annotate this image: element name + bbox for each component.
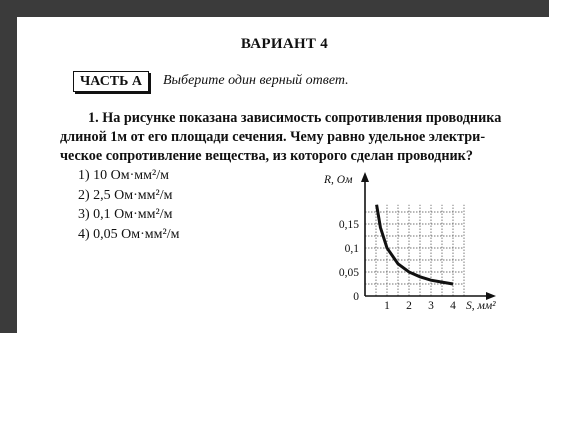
part-label: ЧАСТЬ А [73,71,149,92]
question-line-1: На рисунке показана зависимость сопротивления проводника [102,110,502,126]
y-axis-label: R, Ом [324,174,353,186]
x-axis-arrow [486,292,496,300]
x-axis-label: S, мм² [466,300,496,312]
window-frame-top [0,0,549,17]
resistance-curve [377,205,453,284]
part-instruction: Выберите один верный ответ. [163,73,349,88]
resistance-chart [320,168,510,318]
y-tick-label: 0,1 [344,243,359,255]
question-line-2: длиной 1м от его площади сечения. Чему равно удельное электри- [60,129,486,145]
y-axis-arrow [361,172,369,182]
y-tick-label: 0,05 [338,267,359,279]
window-frame-gap [549,0,569,17]
answer-options [78,166,179,244]
variant-title: ВАРИАНТ 4 [240,36,329,52]
x-tick-label: 1 [384,300,390,312]
question-number: 1. [88,110,99,126]
x-tick-label: 4 [450,300,456,312]
x-tick-label: 2 [406,300,412,312]
x-tick-label: 3 [428,300,434,312]
question-line-3: ческое сопротивление вещества, из которого сделан проводник? [60,148,473,164]
question-text [60,109,516,166]
y-tick-label: 0 [353,291,359,303]
chart-tick-labels [339,219,456,312]
answer-option-1[interactable]: 1) 10 Ом·мм²/м [78,168,169,183]
answer-option-4[interactable]: 4) 0,05 Ом·мм²/м [78,226,180,242]
answer-option-2[interactable]: 2) 2,5 Ом·мм²/м [78,187,173,203]
y-tick-label: 0,15 [338,219,359,231]
question-line [60,109,516,128]
answer-option-3[interactable]: 3) 0,1 Ом·мм²/м [78,207,173,222]
